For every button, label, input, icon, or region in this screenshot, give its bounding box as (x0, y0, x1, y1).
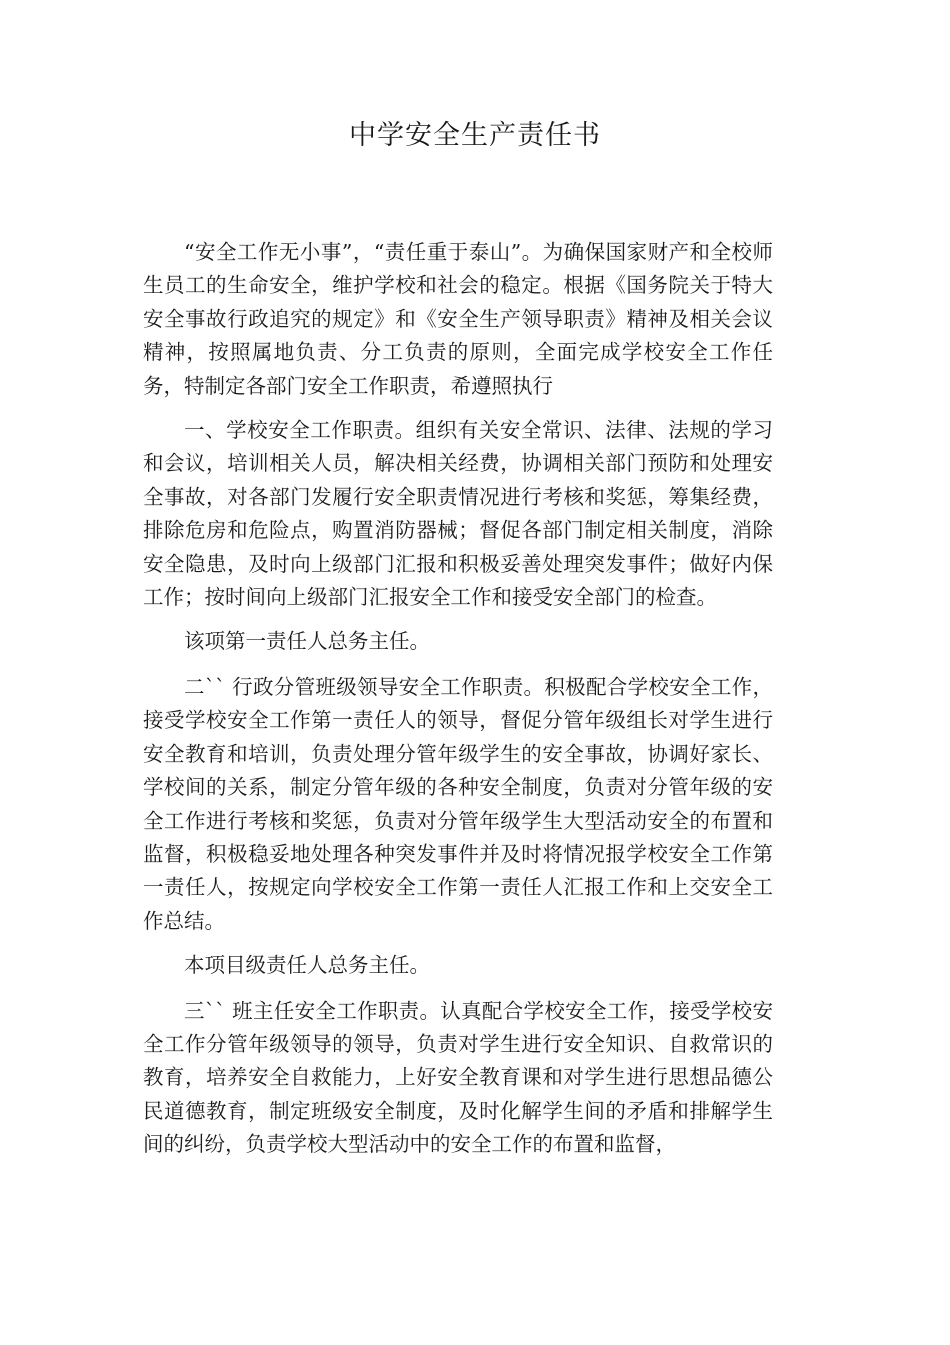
section-3-paragraph: 三`` 班主任安全工作职责。认真配合学校安全工作，接受学校安全工作分管年级领导的领导，负责对学生进行安全知识、自救常识的教育，培养安全自救能力，上好安全教育课和对学生进行思想品德公民道德教育，制定班级安全制度，及时化解学生间的矛盾和排解学生间的纠纷，负责学校大型活动中的安全工作的布置和监督， (143, 998, 773, 1157)
section-2-responsible: 本项目级责任人总务主任。 (184, 953, 430, 978)
section-1-paragraph: 一、学校安全工作职责。组织有关安全常识、法律、法规的学习和会议，培训相关人员，解决相关经费，协调相关部门预防和处理安全事故，对各部门发履行安全职责情况进行考核和奖惩，筹集经费，排除危房和危险点，购置消防器械；督促各部门制定相关制度，消除安全隐患，及时向上级部门汇报和积极妥善处理突发事件；做好内保工作；按时间向上级部门汇报安全工作和接受安全部门的检查。 (143, 418, 773, 610)
document-title: 中学安全生产责任书 (349, 120, 601, 151)
section-1-responsible: 该项第一责任人总务主任。 (184, 629, 430, 654)
section-2-paragraph: 二`` 行政分管班级领导安全工作职责。积极配合学校安全工作，接受学校安全工作第一责任人的领导，督促分管年级组长对学生进行安全教育和培训，负责处理分管年级学生的安全事故，协调好家长、学校间的关系，制定分管年级的各种安全制度，负责对分管年级的安全工作进行考核和奖惩，负责对分管年级学生大型活动安全的布置和监督，积极稳妥地处理各种突发事件并及时将情况报学校安全工作第一责任人，按规定向学校安全工作第一责任人汇报工作和上交安全工作总结。 (143, 674, 773, 933)
document-body (143, 236, 773, 1173)
intro-paragraph: “安全工作无小事”，“责任重于泰山”。为确保国家财产和全校师生员工的生命安全，维护学校和社会的稳定。根据《国务院关于特大安全事故行政追究的规定》和《安全生产领导职责》精神及相关会议精神，按照属地负责、分工负责的原则，全面完成学校安全工作任务，特制定各部门安全工作职责，希遵照执行 (143, 240, 773, 398)
